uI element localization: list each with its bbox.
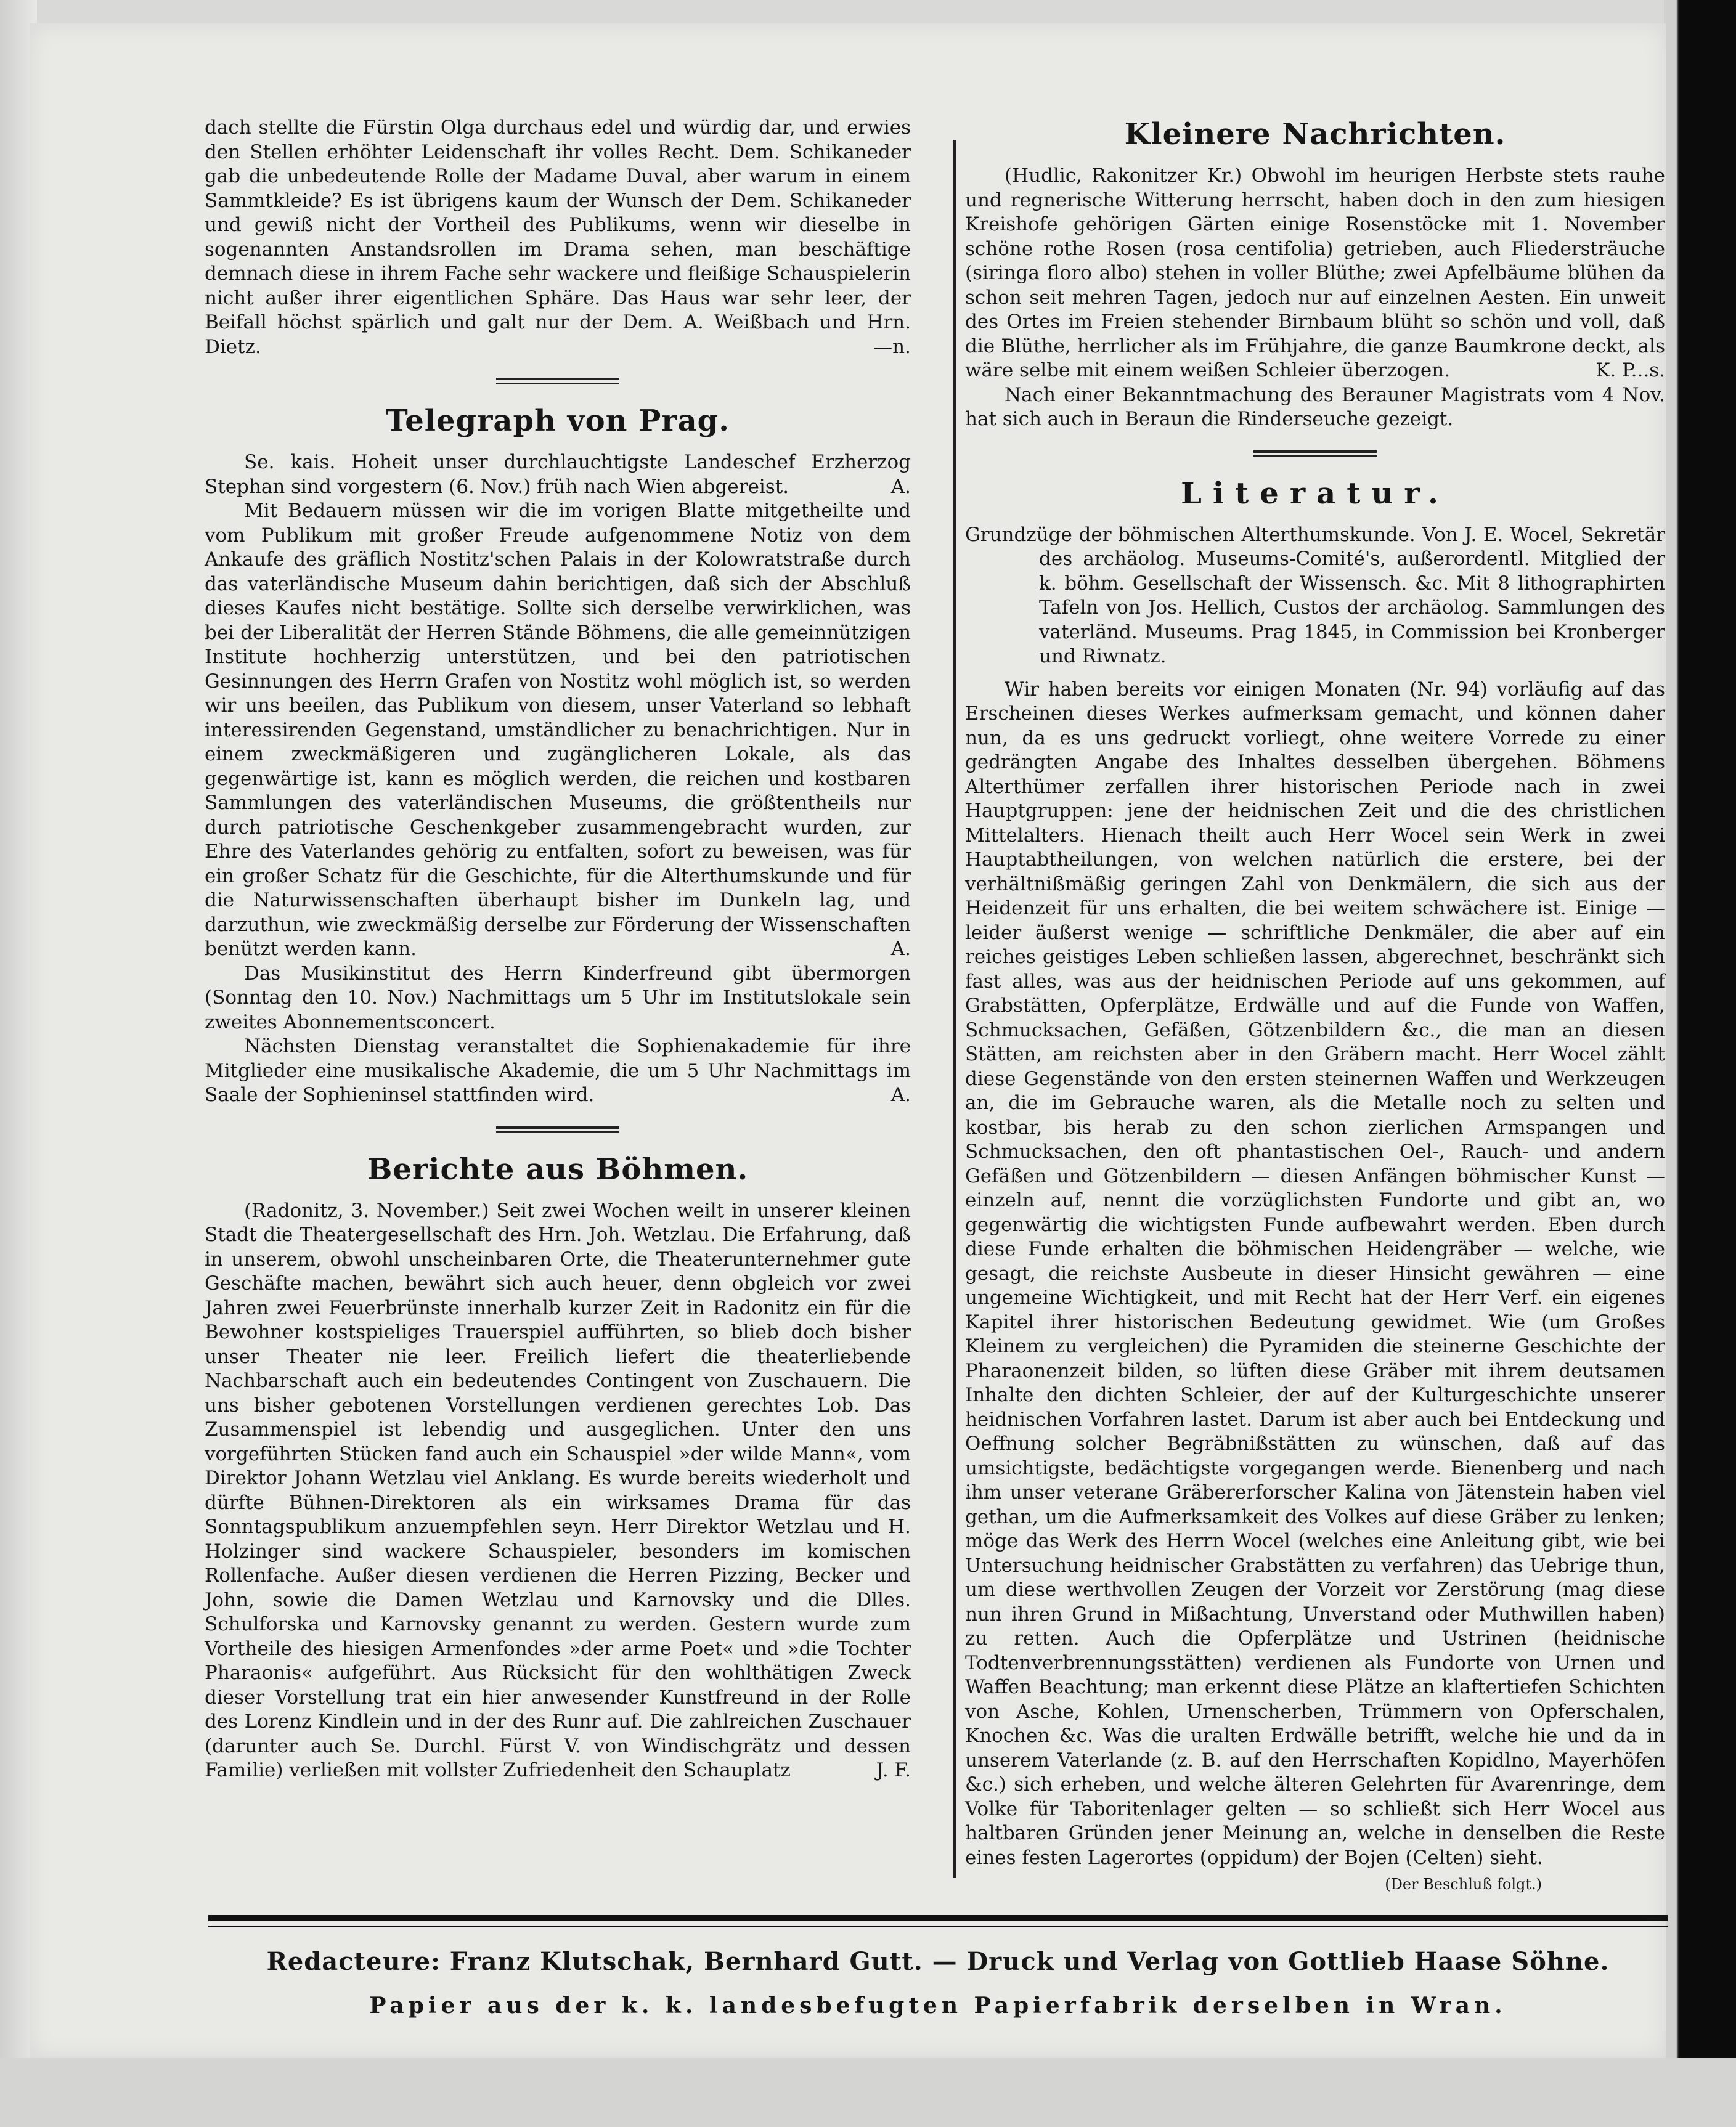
signature: —n.: [873, 335, 911, 358]
scan-border-bottom: [0, 2058, 1736, 2127]
literatur-heading: Literatur.: [1181, 476, 1449, 511]
signature: J. F.: [876, 1759, 911, 1781]
berichte-item: (Radonitz, 3. November.) Seit zwei Wochen weilt in unserer kleinen Stadt die Theatergesellschaft des Hrn. Joh. Wetzlau. Die Erfahrung, daß in unserem, obwohl unscheinbaren Orte, die Theaterunternehmer gute Geschäfte machen, bewährt sich auch heuer, denn obgleich vor zwei Jahren zwei Feuerbrünste innerhalb kurzer Zeit in Radonitz ein für die Bewohner kostspieliges Trauerspiel aufführten, so blieb doch bisher unser Theater nie leer. Freilich liefert die theaterliebende Nachbarschaft auch ein bedeutendes Contingent von Zuschauern. Die uns bisher gebotenen Vorstellungen verdienen gerechtes Lob. Das Zusammenspiel ist lebendig und ausgeglichen. Unter den uns vorgeführten Stücken fand auch ein Schauspiel »der wilde Mann«, vom Direktor Johann Wetzlau viel Anklang. Es wurde bereits wiederholt und dürfte Bühnen-Direktoren als ein wirksames Drama für das Sonntagspublikum anzuempfehlen seyn. Herr Direktor Wetzlau und H. Holzinger sind wackere Schauspieler, besonders im komischen Rollenfache. Außer diesen verdienen die Herren Pizzing, Becker und John, sowie die Damen Wetzlau und Karnovsky und die Dlles. Schulforska und Karnovsky genannt zu werden. Gestern wurde zum Vortheile des hiesigen Armenfondes »der arme Poet« und »die Tochter Pharaonis« aufgeführt. Aus Rücksicht für den wohlthätigen Zweck dieser Vorstellung trat ein hier anwesender Kunstfreund in der Rolle des Lorenz Kindlein und in der des Runr auf. Die zahlreichen Zuschauer (darunter auch Se. Durchl. Fürst V. von Windischgrätz und dessen Familie) verließen mit vollster Zufriedenheit den Schauplatz J. F.: [205, 1199, 911, 1783]
telegraph-item: Das Musikinstitut des Herrn Kinderfreund gibt übermorgen (Sonntag den 10. Nov.) Nachmittags um 5 Uhr im Institutslokale sein zweites Abonnementsconcert.: [205, 962, 911, 1033]
scan-border-right: [1664, 0, 1736, 2127]
news-item: Nach einer Bekanntmachung des Berauner Magistrats vom 4 Nov. hat sich auch in Beraun die Rinderseuche gezeigt.: [965, 383, 1665, 430]
signature: A.: [890, 1084, 911, 1106]
continuation-paragraph: dach stellte die Fürstin Olga durchaus edel und würdig dar, und erwies den Stellen erhöhter Leidenschaft ihr volles Recht. Dem. Schikaneder gab die unbedeutende Rolle der Madame Duval, aber warum in einem Sammtkleide? Es ist übrigens kaum der Wunsch der Dem. Schikaneder und gewiß nicht der Vortheil des Publikums, wenn wir dieselbe in sogenannten Anstandsrollen im Drama sehen, man beschäftige demnach diese in ihrem Fache sehr wackere und fleißige Schauspielerin nicht außer ihrer eigentlichen Sphäre. Das Haus war sehr leer, der Beifall höchst spärlich und galt nur der Dem. A. Weißbach und Hrn. Dietz. —n.: [205, 116, 911, 359]
telegraph-item: Se. kais. Hoheit unser durchlauchtigste Landeschef Erzherzog Stephan sind vorgestern (6. Nov.) früh nach Wien abgereist. A.: [205, 450, 911, 499]
imprint-paper: Papier aus der k. k. landesbefugten Papierfabrik derselben in Wran.: [369, 1993, 1507, 2019]
telegraph-item: Nächsten Dienstag veranstaltet die Sophienakademie für ihre Mitglieder eine musikalische Akademie, die um 5 Uhr Nachmittags im Saale der Sophieninsel stattfinden wird. A.: [205, 1035, 911, 1108]
imprint-editors: Redacteure: Franz Klutschak, Bernhard Gutt. — Druck und Verlag von Gottlieb Haase Söhne.: [266, 1947, 1610, 1976]
bibliography-entry: Grundzüge der böhmischen Alterthumskunde. Von J. E. Wocel, Sekretär des archäolog. Museums-Comité's, außerordentl. Mitglied der k. böhm. Gesellschaft der Wissensch. &c. Mit 8 lithographirten Tafeln von Jos. Hellich, Custos der archäolog. Sammlungen des vaterländ. Museums. Prag 1845, in Commission bei Kronberger und Riwnatz.: [965, 523, 1665, 667]
footer-rule: [208, 1915, 1668, 1927]
review-paragraph: Wir haben bereits vor einigen Monaten (Nr. 94) vorläufig auf das Erscheinen dieses Werkes aufmerksam gemacht, und können daher nun, da es uns gedruckt vorliegt, ohne weitere Vorrede zu einer gedrängten Angabe des Inhaltes desselben übergehen. Böhmens Alterthümer zerfallen ihrer historischen Periode nach in zwei Hauptgruppen: jene der heidnischen Zeit und die des christlichen Mittelalters. Hienach theilt auch Herr Wocel sein Werk in zwei Hauptabtheilungen, von welchen natürlich die erstere, bei der verhältnißmäßig geringen Zahl von Denkmälern, die sich aus der Heidenzeit für uns erhalten, die bei weitem schwächere ist. Einige — leider äußerst wenige — schriftliche Denkmäler, die aber auf ein reiches geistiges Leben schließen lassen, abgerechnet, beschränkt sich fast alles, was aus der heidnischen Periode auf uns gekommen, auf Grabstätten, Opferplätze, Erdwälle und auf die Funde von Waffen, Schmucksachen, Gefäßen, Götzenbildern &c., die man an diesen Stätten, am reichsten aber in den Gräbern macht. Herr Wocel zählt diese Gegenstände von den ersten steinernen Waffen und Werkzeugen an, die im Gebrauche waren, als die Metalle noch zu selten und kostbar, bis herab zu den schon zierlichen Armspangen und Schmucksachen, den oft phantastischen Oel-, Rauch- und andern Gefäßen und Götzenbildern — diesen Anfängen böhmischer Kunst — einzeln auf, nennt die vorzüglichsten Fundorte und gibt an, wo gegenwärtig die wichtigsten Funde aufbewahrt werden. Eben durch diese Funde erhalten die böhmischen Heidengräber — welche, wie gesagt, die reichste Ausbeute in dieser Hinsicht gewähren — eine ungemeine Wichtigkeit, und mit Recht hat der Herr Verf. ein eigenes Kapitel ihrer historischen Bedeutung gewidmet. Wie (um Großes Kleinem zu vergleichen) die Pyramiden die steinerne Geschichte der Pharaonenzeit bilden, so lüften diese Gräber mit ihrem deutsamen Inhalte den dichten Schleier, der auf der Kulturgeschichte unserer heidnischen Vorfahren lastet. Darum ist aber auch bei Entdeckung und Oeffnung solcher Begräbnißstätten zu wünschen, daß auf das umsichtigste, bedächtigste vorgegangen werde. Bienenberg und nach ihm unser veterane Gräbererforscher Kalina von Jätenstein haben viel gethan, um die Aufmerksamkeit des Volkes auf diese Gräber zu lenken; möge das Werk des Herrn Wocel (welches eine Anleitung gibt, wie bei Untersuchung heidnischer Grabstätten zu verfahren) das Uebrige thun, um diese werthvollen Zeugen der Vorzeit vor Zerstörung (mag diese nun ihren Grund in Mißachtung, Unverstand oder Muthwillen haben) zu retten. Auch die Opferplätze und Ustrinen (heidnische Todtenverbrennungsstätten) verdienen als Fundorte von Urnen und Waffen Beachtung; man erkennt diese Plätze an klaftertiefen Schichten von Asche, Kohlen, Urnenscherben, Trümmern von Opferschalen, Knochen &c. Was die uralten Erdwälle betrifft, welche hie und da in unserem Vaterlande (z. B. auf den Herrschaften Kopidlno, Mayerhöfen &c.) sich erheben, und welche älteren Gelehrten für Avarenringe, dem Volke für Taboritenlager gelten — so schließt sich Herr Wocel aus haltbaren Gründen jener Meinung an, welche in denselben die Reste eines festen Lagerortes (oppidum) der Bojen (Celten) sieht.: [965, 678, 1665, 1869]
section-divider: [496, 1126, 619, 1133]
telegraph-heading: Telegraph von Prag.: [386, 404, 730, 438]
column-rule: [953, 140, 956, 1878]
newspaper-page: [30, 23, 1666, 2058]
signature: A.: [890, 938, 911, 960]
berichte-heading: Berichte aus Böhmen.: [367, 1152, 749, 1187]
telegraph-item: Mit Bedauern müssen wir die im vorigen Blatte mitgetheilte und vom Publikum mit großer Freude aufgenommene Notiz von dem Ankaufe des gräflich Nostitz'schen Palais in der Kolowratstraße durch das vaterländische Museum dahin berichtigen, daß sich der Abschluß dieses Kaufes nicht bestätige. Sollte sich derselbe verwirklichen, was bei der Liberalität der Herren Stände Böhmens, die alle gemeinnützigen Institute hochherzig unterstützen, und bei den patriotischen Gesinnungen des Herrn Grafen von Nostitz wohl möglich ist, so werden wir uns beeilen, das Publikum von diesem, unser Vaterland so lebhaft interessirenden Gegenstand, umständlicher zu benachrichtigen. Nur in einem zweckmäßigeren und zugänglicheren Lokale, als das gegenwärtige ist, kann es möglich werden, die reichen und kostbaren Sammlungen des vaterländischen Museums, die größtentheils nur durch patriotische Geschenkgeber zusammengebracht wurden, zur Ehre des Vaterlandes gehörig zu entfalten, sofort zu beweisen, was für ein großer Schatz für die Geschichte, für die Alterthumskunde und für die Naturwissenschaften überhaupt bisher im Dunkeln lag, und darzuthun, wie zweckmäßig derselbe zur Förderung der Wissenschaften benützt werden kann. A.: [205, 499, 911, 962]
section-divider: [496, 378, 619, 384]
kleinere-heading: Kleinere Nachrichten.: [1124, 117, 1506, 152]
right-column: [965, 116, 1665, 1897]
left-column: [205, 116, 911, 1783]
news-item: (Hudlic, Rakonitzer Kr.) Obwohl im heurigen Herbste stets rauhe und regnerische Witterung herrscht, haben doch in den zum hiesigen Kreishofe gehörigen Gärten einige Rosenstöcke mit 1. November schöne rothe Rosen (rosa centifolia) getrieben, auch Fliedersträuche (siringa floro albo) stehen in voller Blüthe; zwei Apfelbäume blühen da schon seit mehren Tagen, jedoch nur auf einzelnen Aesten. Ein unweit des Ortes im Freien stehender Birnbaum blüht so schön und voll, daß die Blüthe, herrlicher als im Frühjahre, die ganze Baumkrone deckt, als wäre selbe mit einem weißen Schleier überzogen. K. P...s.: [965, 164, 1665, 383]
scan-border-top: [0, 0, 1736, 26]
continued-note: (Der Beschluß folgt.): [1385, 1876, 1542, 1893]
signature: A.: [890, 475, 911, 498]
signature: K. P...s.: [1595, 359, 1665, 381]
section-divider: [1253, 450, 1377, 457]
